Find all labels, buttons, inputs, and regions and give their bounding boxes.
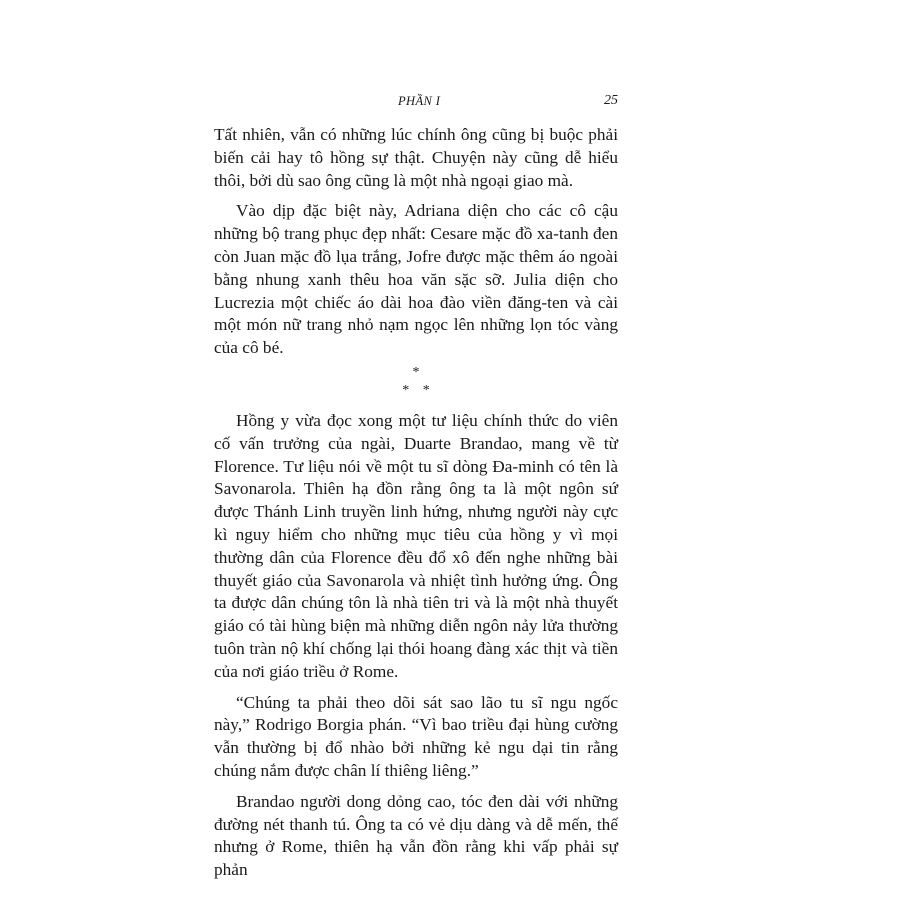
- section-title: PHẦN I: [398, 94, 441, 108]
- running-header: [214, 88, 618, 112]
- book-page: [214, 88, 618, 882]
- page-number: 25: [604, 93, 618, 108]
- section-break-top-asterisk: *: [412, 364, 420, 380]
- section-break-right-asterisk: *: [422, 382, 430, 398]
- paragraph: Vào dịp đặc biệt này, Adriana diện cho các cô cậu những bộ trang phục đẹp nhất: Cesare mặc đồ xa-tanh đen còn Juan mặc đồ lụa trắng, Jofre được mặc thêm áo ngoài bằng nhung xanh thêu hoa văn sặc sỡ. Julia diện cho Lucrezia một chiếc áo dài hoa đào viền đăng-ten và cài một món nữ trang nhỏ nạm ngọc lên những lọn tóc vàng của cô bé.: [214, 201, 618, 358]
- paragraph: Hồng y vừa đọc xong một tư liệu chính thức do viên cố vấn trưởng của ngài, Duarte Brandao, mang về từ Florence. Tư liệu nói về một tu sĩ dòng Đa-minh có tên là Savonarola. Thiên hạ đồn rằng ông ta là một ngôn sứ được Thánh Linh truyền linh hứng, nhưng người này cực kì nguy hiểm cho những mục tiêu của hồng y vì mọi thường dân của Florence đều đổ xô đến nghe những bài thuyết giáo của Savonarola và nhiệt tình hưởng ứng. Ông ta được dân chúng tôn là nhà tiên tri và là một nhà thuyết giáo có tài hùng biện mà những diễn ngôn nảy lửa thường tuôn tràn nộ khí chống lại thói hoang đàng xác thịt và tiền của nơi giáo triều ở Rome.: [214, 410, 618, 681]
- section-break-left-asterisk: *: [402, 382, 410, 398]
- section-break: [214, 364, 618, 400]
- body-text: [214, 124, 618, 882]
- paragraph: Brandao người dong dỏng cao, tóc đen dài với những đường nét thanh tú. Ông ta có vẻ dịu dàng và dễ mến, thế nhưng ở Rome, thiên hạ vẫn đồn rằng khi vấp phải sự phản: [214, 791, 618, 880]
- paragraph: “Chúng ta phải theo dõi sát sao lão tu sĩ ngu ngốc này,” Rodrigo Borgia phán. “Vì bao triều đại hùng cường vẫn thường bị đổ nhào bởi những kẻ ngu dại tin rằng chúng nắm được chân lí thiêng liêng.”: [214, 692, 618, 780]
- paragraph: Tất nhiên, vẫn có những lúc chính ông cũng bị buộc phải biến cải hay tô hồng sự thật. Chuyện này cũng dễ hiểu thôi, bởi dù sao ông cũng là một nhà ngoại giao mà.: [214, 125, 618, 190]
